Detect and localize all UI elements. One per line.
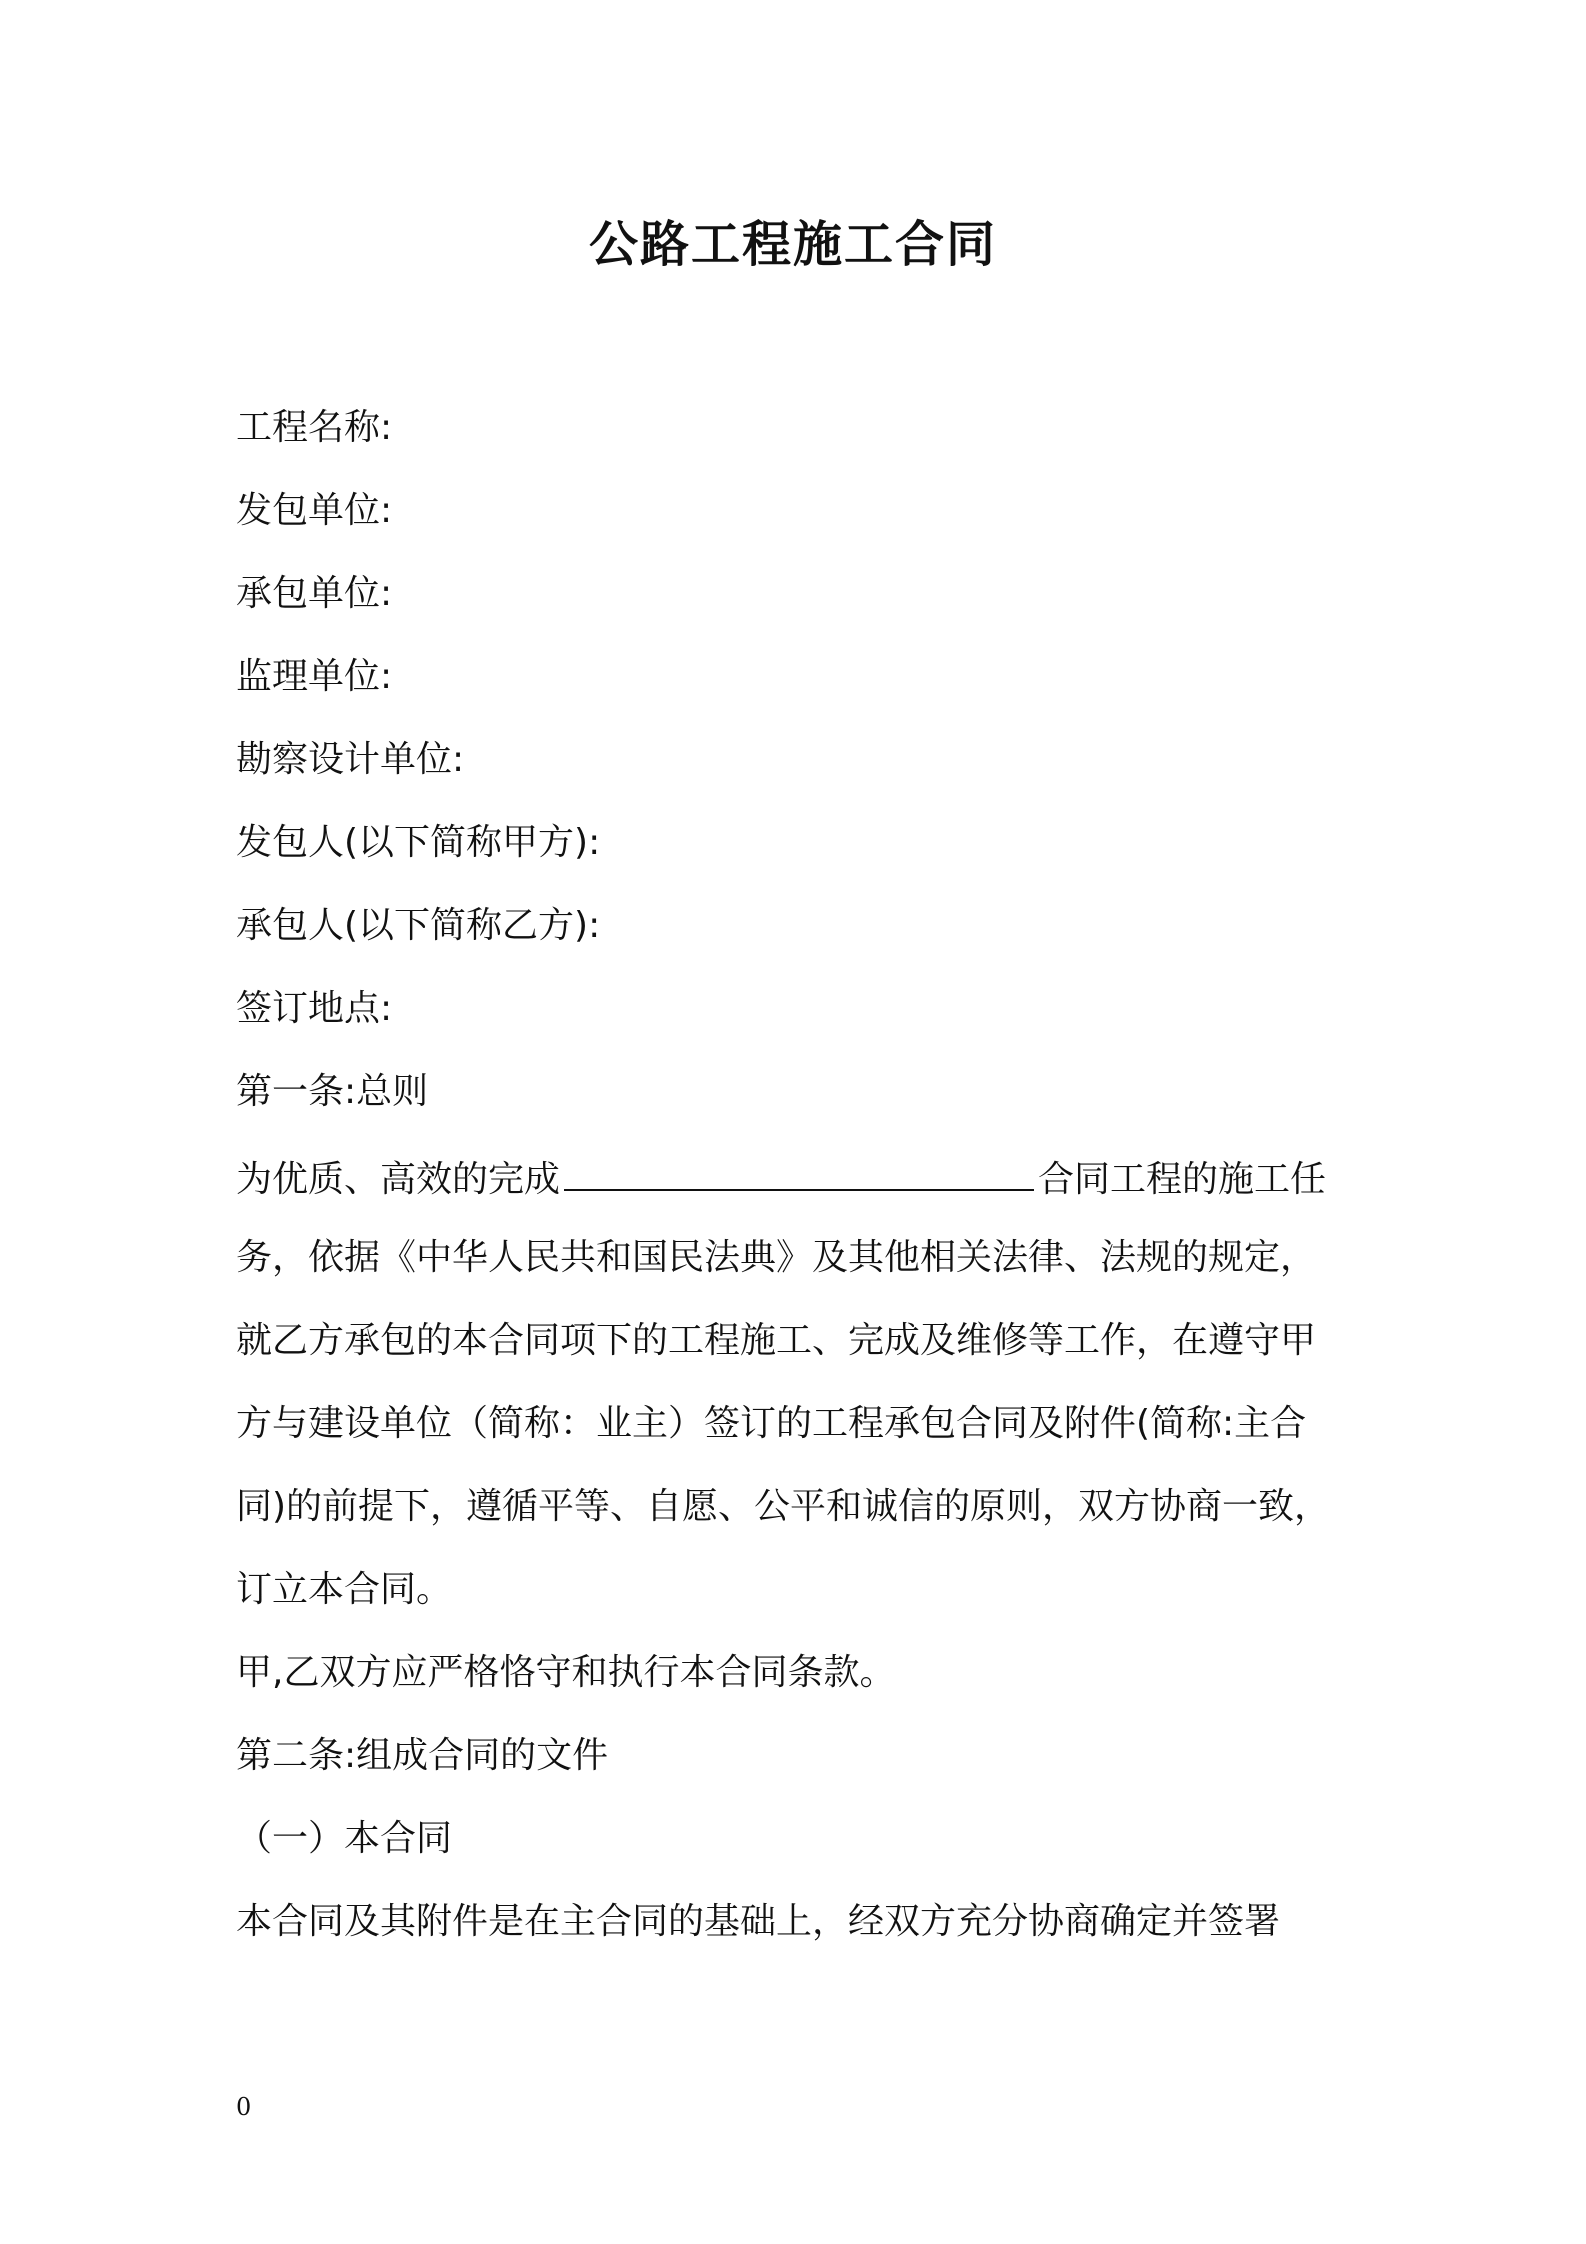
fill-in-blank (564, 1147, 1034, 1191)
page-number: 0 (236, 2093, 252, 2121)
field-employer-unit: 发包单位: (236, 490, 393, 531)
article-2-sub-1-heading: （一）本合同 (236, 1818, 453, 1859)
article-1-text-before-blank: 为优质、高效的完成 (236, 1159, 561, 1200)
article-1-paragraph-line: 务，依据《中华人民共和国民法典》及其他相关法律、法规的规定， (236, 1237, 1317, 1278)
field-survey-design-unit: 勘察设计单位: (236, 739, 465, 780)
article-1-paragraph-line: 就乙方承包的本合同项下的工程施工、完成及维修等工作，在遵守甲 (236, 1320, 1317, 1361)
field-supervision-unit: 监理单位: (236, 656, 393, 697)
article-1-paragraph-2: 甲,乙双方应严格恪守和执行本合同条款。 (236, 1652, 896, 1693)
field-party-a: 发包人(以下简称甲方): (236, 822, 601, 863)
article-1-text-after-blank: 合同工程的施工任 (1038, 1159, 1327, 1200)
field-contractor-unit: 承包单位: (236, 573, 393, 614)
field-party-b: 承包人(以下简称乙方): (236, 905, 601, 946)
field-project-name: 工程名称: (236, 407, 393, 448)
article-1-paragraph-line: 方与建设单位（简称：业主）签订的工程承包合同及附件(简称:主合 (236, 1403, 1307, 1444)
document-title: 公路工程施工合同 (588, 216, 997, 273)
field-signing-place: 签订地点: (236, 988, 393, 1029)
article-2-heading: 第二条:组成合同的文件 (236, 1735, 609, 1776)
article-1-heading: 第一条:总则 (236, 1071, 429, 1112)
article-1-paragraph-line: 同)的前提下，遵循平等、自愿、公平和诚信的原则，双方协商一致， (236, 1486, 1331, 1527)
article-2-sub-1-text: 本合同及其附件是在主合同的基础上，经双方充分协商确定并签署 (236, 1901, 1281, 1942)
article-1-paragraph-line: 订立本合同。 (236, 1569, 453, 1610)
article-1-paragraph-line (236, 1147, 1326, 1208)
